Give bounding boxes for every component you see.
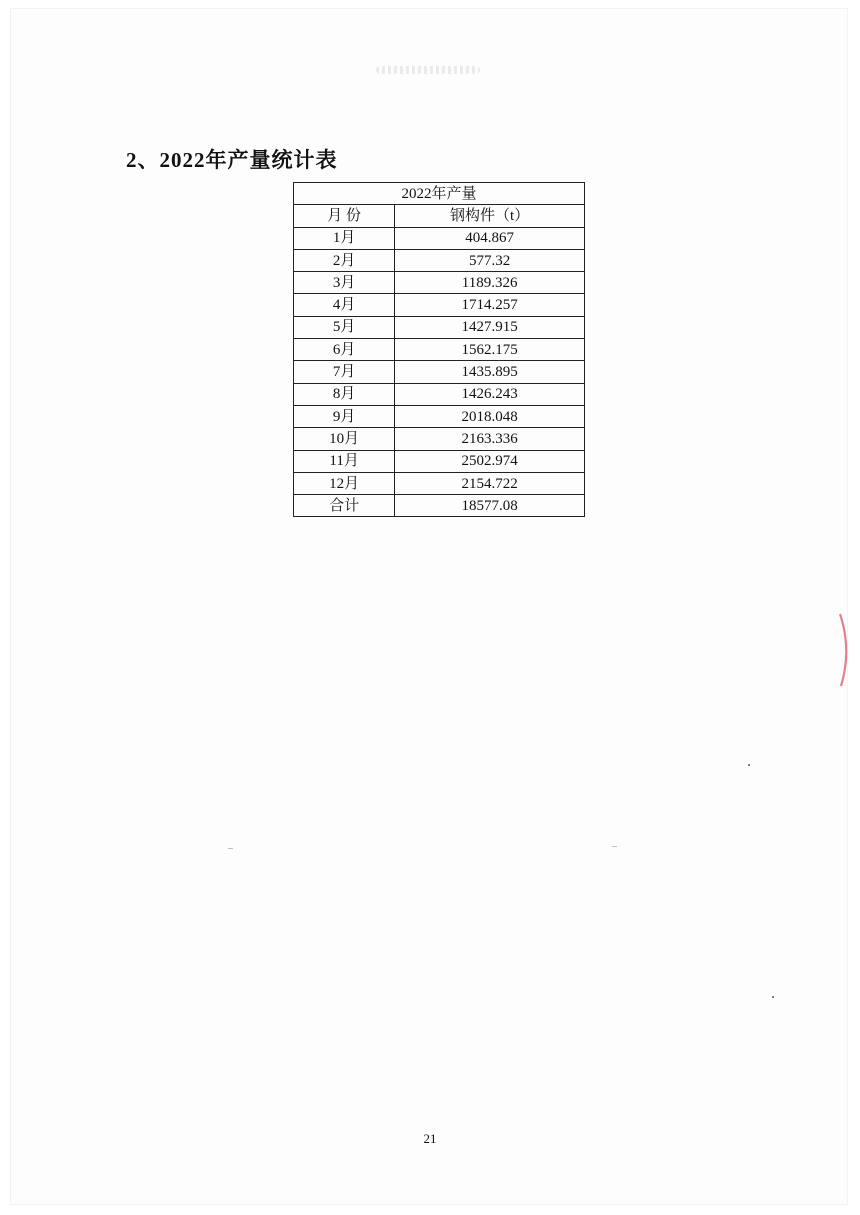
- output-value-cell: 1435.895: [395, 361, 585, 383]
- output-value-cell: 1714.257: [395, 294, 585, 316]
- total-label: 合计: [294, 495, 395, 517]
- scan-smudge: [376, 66, 480, 74]
- output-value-cell: 1189.326: [395, 272, 585, 294]
- table-row: [294, 227, 585, 249]
- table-header-row: [294, 205, 585, 227]
- month-cell: 9月: [294, 405, 395, 427]
- table-row: [294, 361, 585, 383]
- table-row: [294, 450, 585, 472]
- table-row: [294, 294, 585, 316]
- table-row: [294, 272, 585, 294]
- total-row: [294, 495, 585, 517]
- scan-speck: [612, 846, 617, 847]
- month-cell: 6月: [294, 339, 395, 361]
- total-value: 18577.08: [395, 495, 585, 517]
- output-value-cell: 1427.915: [395, 316, 585, 338]
- month-cell: 7月: [294, 361, 395, 383]
- month-cell: 8月: [294, 383, 395, 405]
- output-value-cell: 2163.336: [395, 428, 585, 450]
- month-cell: 11月: [294, 450, 395, 472]
- table-row: [294, 405, 585, 427]
- output-value-cell: 404.867: [395, 227, 585, 249]
- month-cell: 4月: [294, 294, 395, 316]
- month-cell: 1月: [294, 227, 395, 249]
- scan-speck: [228, 848, 233, 849]
- table-row: [294, 472, 585, 494]
- red-stamp-edge: [838, 612, 852, 688]
- output-value-cell: 577.32: [395, 249, 585, 271]
- output-value-cell: 2502.974: [395, 450, 585, 472]
- month-cell: 10月: [294, 428, 395, 450]
- section-title: 2、2022年产量统计表: [126, 148, 338, 172]
- month-cell: 3月: [294, 272, 395, 294]
- table-row: [294, 249, 585, 271]
- output-value-cell: 2154.722: [395, 472, 585, 494]
- table-caption-row: [294, 183, 585, 205]
- month-cell: 12月: [294, 472, 395, 494]
- scan-speck: [772, 996, 774, 998]
- table-caption: 2022年产量: [294, 183, 585, 205]
- output-value-cell: 2018.048: [395, 405, 585, 427]
- output-value-cell: 1562.175: [395, 339, 585, 361]
- month-cell: 2月: [294, 249, 395, 271]
- table-row: [294, 339, 585, 361]
- production-table: [293, 182, 585, 517]
- header-steel-components: 钢构件（t）: [395, 205, 585, 227]
- header-month: 月 份: [294, 205, 395, 227]
- page-number: 21: [423, 1131, 437, 1146]
- scan-speck: [748, 764, 750, 766]
- month-cell: 5月: [294, 316, 395, 338]
- table-row: [294, 428, 585, 450]
- table-row: [294, 316, 585, 338]
- table-row: [294, 383, 585, 405]
- output-value-cell: 1426.243: [395, 383, 585, 405]
